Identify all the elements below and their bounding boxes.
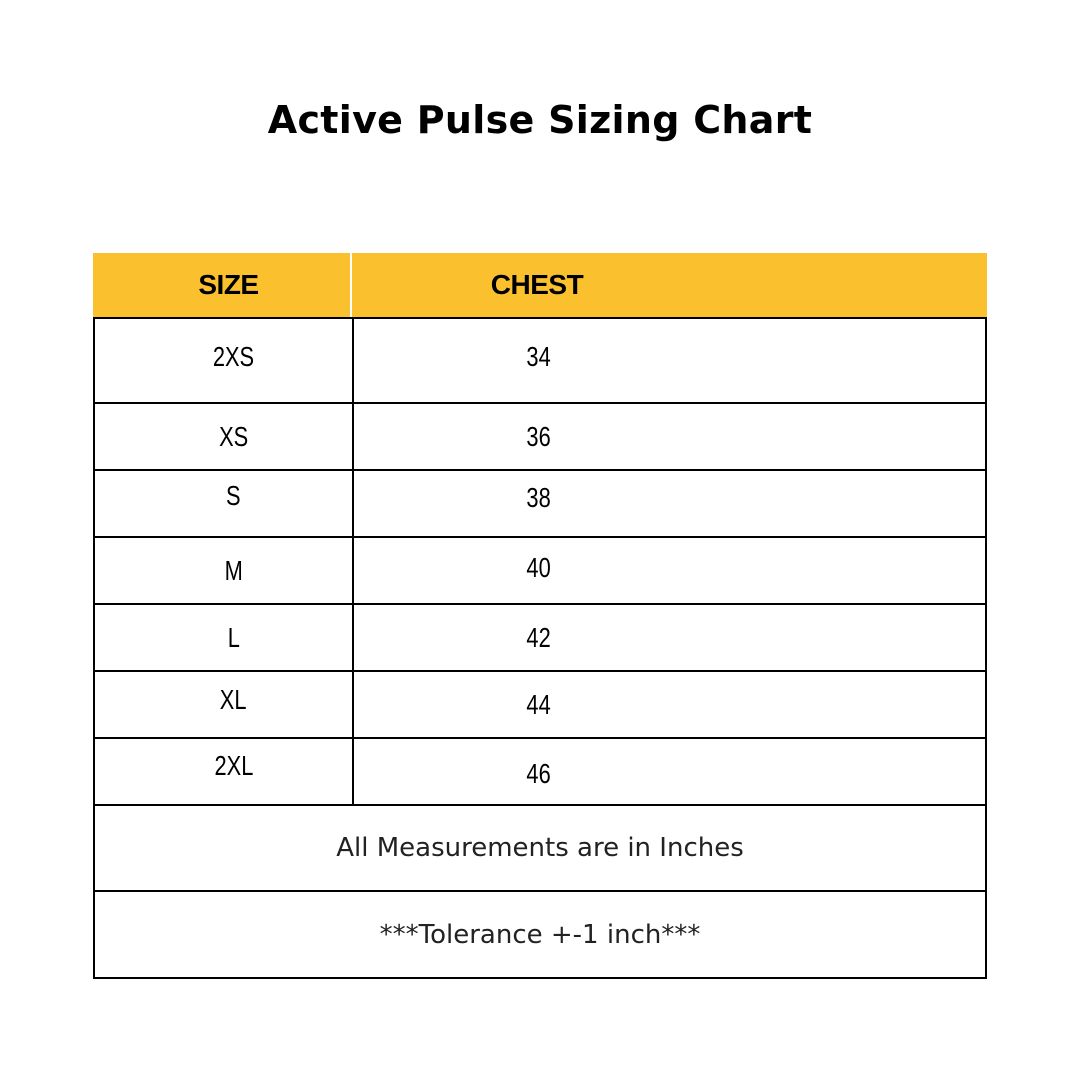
- size-value: M: [224, 554, 243, 586]
- size-value: S: [226, 479, 241, 511]
- chest-cell: [354, 319, 985, 402]
- chest-cell: [354, 672, 985, 737]
- size-value: XS: [218, 420, 249, 452]
- chest-value: 36: [526, 420, 551, 452]
- table-row: [95, 739, 985, 806]
- size-cell: [95, 739, 354, 804]
- size-value: 2XL: [214, 749, 253, 781]
- size-value: 2XS: [212, 340, 255, 372]
- page-title: Active Pulse Sizing Chart: [267, 98, 813, 142]
- size-cell: [95, 319, 354, 402]
- table-header-row: [93, 253, 987, 317]
- chest-cell: [354, 605, 985, 670]
- chest-value: 46: [526, 757, 551, 789]
- size-cell: [95, 404, 354, 469]
- chest-value: 38: [526, 481, 551, 513]
- table-row: [95, 538, 985, 605]
- header-chest: CHEST: [490, 269, 584, 300]
- chest-value: 34: [526, 340, 551, 372]
- chest-cell: [354, 471, 985, 536]
- chest-value: 40: [526, 551, 551, 583]
- size-cell: [95, 471, 354, 536]
- chest-cell: [354, 404, 985, 469]
- chest-value: 42: [526, 621, 551, 653]
- table-row: [95, 319, 985, 404]
- sizing-table: [93, 253, 987, 979]
- chest-cell: [354, 538, 985, 603]
- units-note: All Measurements are in Inches: [95, 806, 985, 892]
- chest-value: 44: [526, 688, 551, 720]
- table-row: [95, 471, 985, 538]
- size-value: L: [227, 621, 240, 653]
- tolerance-note: ***Tolerance +-1 inch***: [379, 919, 701, 950]
- size-cell: [95, 605, 354, 670]
- header-size: SIZE: [93, 253, 352, 317]
- size-cell: [95, 538, 354, 603]
- chest-cell: [354, 739, 985, 804]
- size-value: XL: [220, 683, 247, 715]
- table-body: [93, 317, 987, 979]
